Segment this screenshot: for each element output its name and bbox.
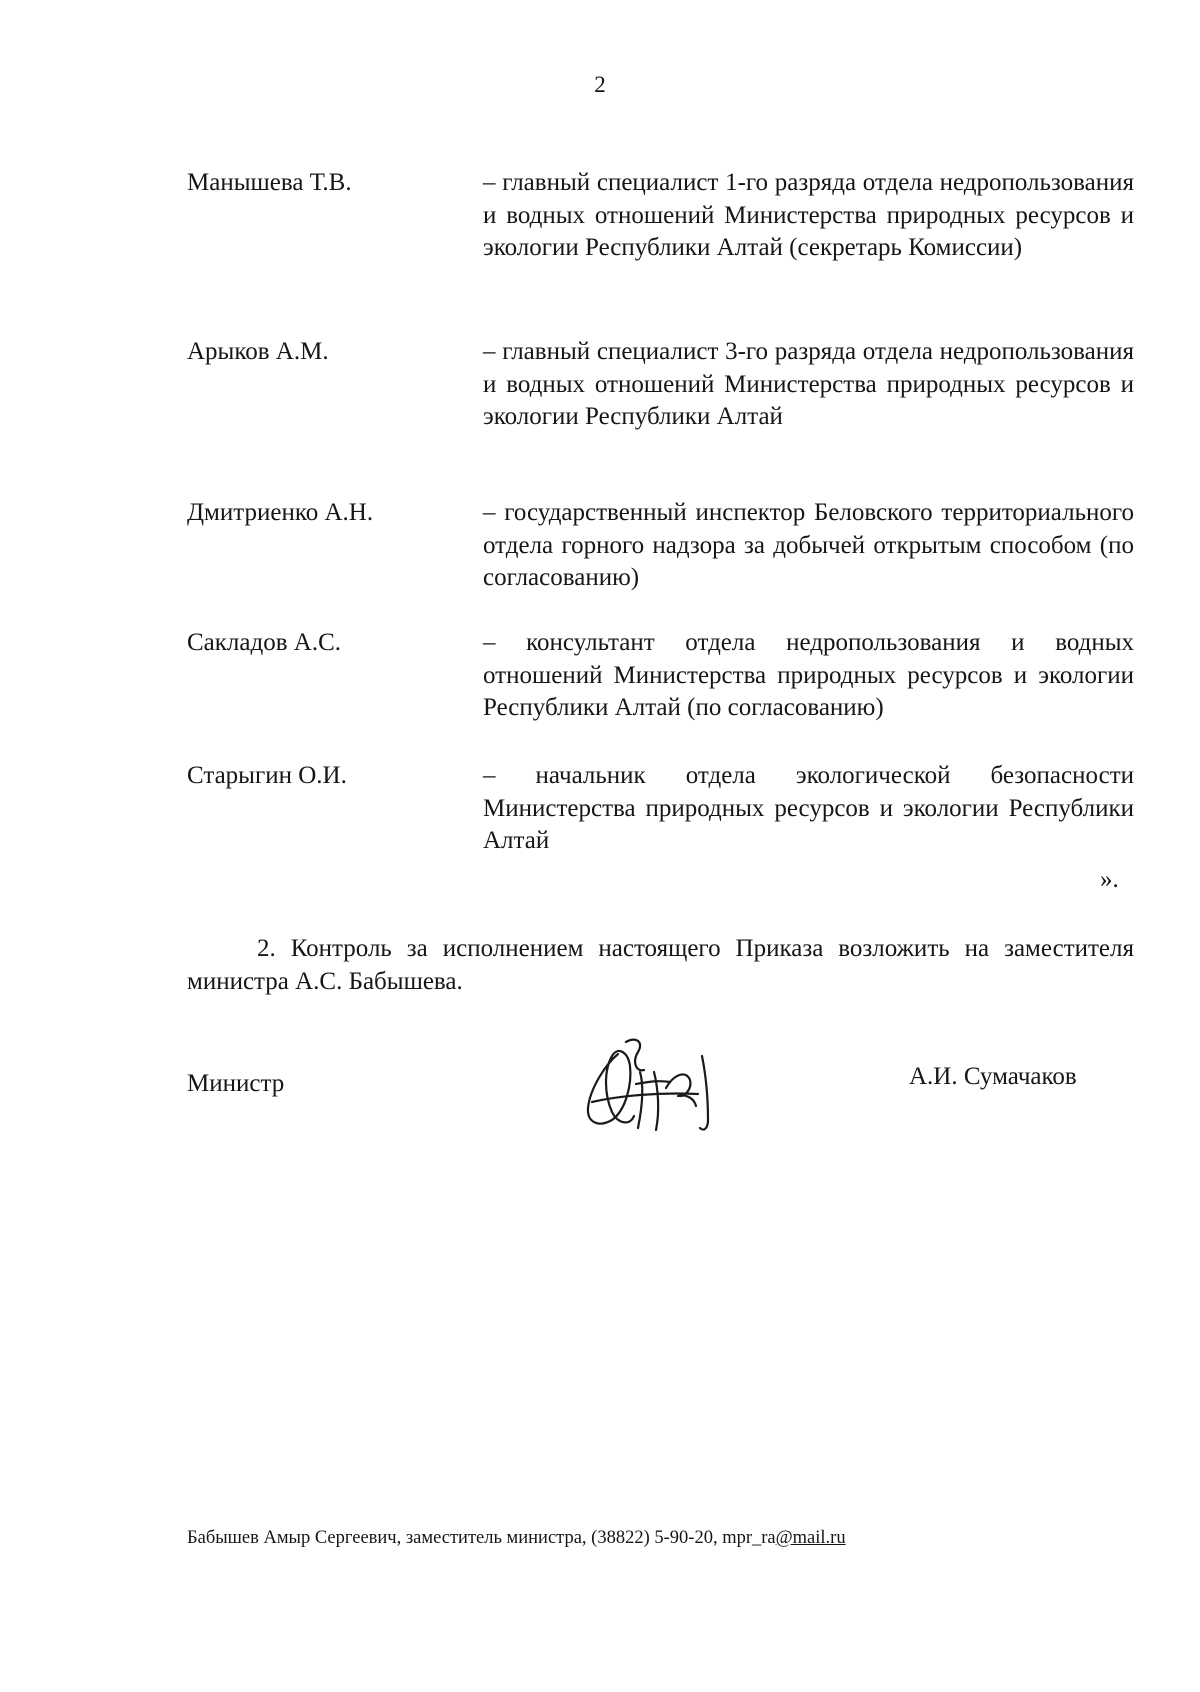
member-description: – консультант отдела недропользования и водных отношений Министерства природных ресурсов и экологии Республики Алтай (по согласованию) xyxy=(483,629,1134,721)
signer-name: А.И. Сумачаков xyxy=(909,1063,1077,1090)
member-description: – государственный инспектор Беловского территориального отдела горного надзора за добычей открытым способом (по согласованию) xyxy=(483,499,1134,591)
member-name: Арыков А.М. xyxy=(187,338,329,365)
page-number: 2 xyxy=(594,72,606,97)
executor-email: @mail.ru xyxy=(775,1528,846,1548)
handwritten-signature xyxy=(578,1032,728,1137)
member-name: Дмитриенко А.Н. xyxy=(187,499,374,526)
closing-quote-mark: ». xyxy=(1100,866,1119,893)
signer-title: Министр xyxy=(187,1070,285,1097)
member-name: Манышева Т.В. xyxy=(187,169,352,196)
executor-footer xyxy=(187,1528,846,1549)
member-description: – начальник отдела экологической безопасности Министерства природных ресурсов и экологии Республики Алтай xyxy=(483,762,1134,854)
member-name: Сакладов А.С. xyxy=(187,629,341,656)
member-description: – главный специалист 3-го разряда отдела недропользования и водных отношений Министерства природных ресурсов и экологии Республики Алтай xyxy=(483,338,1134,430)
member-name: Старыгин О.И. xyxy=(187,762,347,789)
member-description: – главный специалист 1-го разряда отдела недропользования и водных отношений Министерства природных ресурсов и экологии Республики Алтай (секретарь Комиссии) xyxy=(483,169,1134,261)
paragraph-control: 2. Контроль за исполнением настоящего Приказа возложить на заместителя министра А.С. Бабышева. xyxy=(187,935,1134,995)
executor-info: Бабышев Амыр Сергеевич, заместитель министра, (38822) 5-90-20, mpr_ra xyxy=(187,1528,776,1548)
